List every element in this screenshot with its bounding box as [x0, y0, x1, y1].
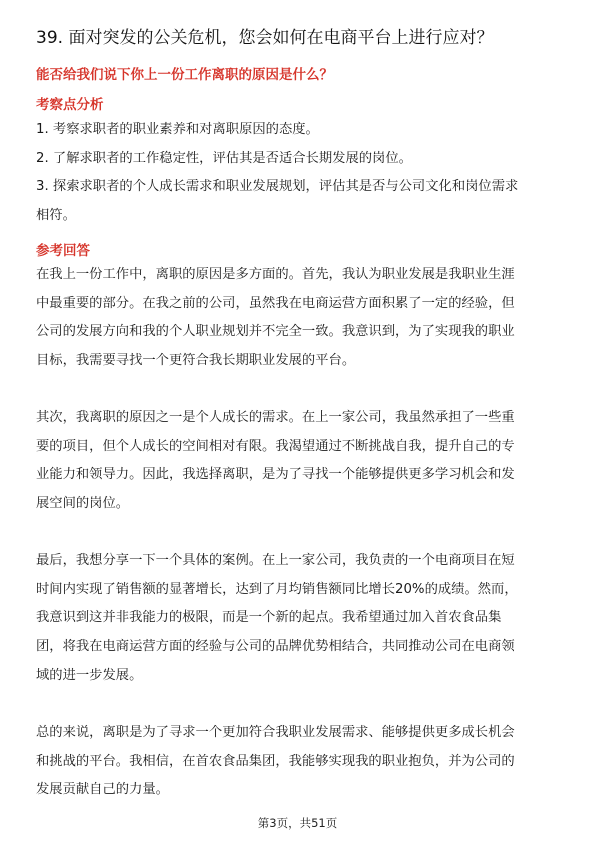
answer-paragraph-1	[36, 261, 559, 376]
analysis-item-3	[36, 173, 559, 230]
question-title: 39. 面对突发的公关危机，您会如何在电商平台上进行应对？	[36, 28, 494, 48]
sub-question: 能否给我们说下你上一份工作离职的原因是什么？	[36, 67, 333, 83]
analysis-item-line: 相符。	[36, 207, 76, 223]
analysis-heading: 考察点分析	[36, 97, 104, 113]
paragraph-line: 和挑战的平台。我相信，在首农食品集团，我能够实现我的职业抱负，并为公司的	[36, 753, 515, 769]
paragraph-line: 中最重要的部分。在我之前的公司，虽然我在电商运营方面积累了一定的经验，但	[36, 295, 515, 311]
answer-paragraph-2	[36, 404, 559, 519]
paragraph-line: 在我上一份工作中，离职的原因是多方面的。首先，我认为职业发展是我职业生涯	[36, 267, 515, 282]
paragraph-line: 最后，我想分享一下一个具体的案例。在上一家公司，我负责的一个电商项目在短	[36, 553, 515, 568]
paragraph-line: 展空间的岗位。	[36, 496, 130, 512]
paragraph-line: 总的来说，离职是为了寻求一个更加符合我职业发展需求、能够提供更多成长机会	[36, 725, 515, 740]
paragraph-line: 域的进一步发展。	[36, 667, 143, 683]
paragraph-line: 要的项目，但个人成长的空间相对有限。我渴望通过不断挑战自我，提升自己的专	[36, 438, 515, 454]
answer-heading: 参考回答	[36, 243, 90, 259]
paragraph-line: 业能力和领导力。因此，我选择离职，是为了寻找一个能够提供更多学习机会和发	[36, 467, 515, 483]
analysis-item-1	[36, 116, 559, 145]
page-number: 第3页，共51页	[257, 816, 338, 830]
paragraph-line: 时间内实现了销售额的显著增长，达到了月均销售额同比增长20%的成绩。然而，	[36, 581, 518, 597]
paragraph-line: 我意识到这并非我能力的极限，而是一个新的起点。我希望通过加入首农食品集	[36, 610, 502, 626]
paragraph-line: 其次，我离职的原因之一是个人成长的需求。在上一家公司，我虽然承担了一些重	[36, 410, 515, 425]
analysis-item-line: 1. 考察求职者的职业素养和对离职原因的态度。	[36, 122, 319, 137]
paragraph-line: 目标，我需要寻找一个更符合我长期职业发展的平台。	[36, 353, 356, 369]
analysis-item-line: 3. 探索求职者的个人成长需求和职业发展规划，评估其是否与公司文化和岗位需求	[36, 179, 519, 194]
analysis-item-line: 2. 了解求职者的工作稳定性，评估其是否适合长期发展的岗位。	[36, 151, 412, 166]
paragraph-line: 团，将我在电商运营方面的经验与公司的品牌优势相结合，共同推动公司在电商领	[36, 639, 515, 655]
answer-paragraph-3	[36, 547, 559, 690]
paragraph-line: 发展贡献自己的力量。	[36, 782, 169, 798]
answer-paragraph-4	[36, 719, 559, 805]
paragraph-line: 公司的发展方向和我的个人职业规划并不完全一致。我意识到，为了实现我的职业	[36, 324, 515, 340]
analysis-item-2	[36, 145, 559, 174]
